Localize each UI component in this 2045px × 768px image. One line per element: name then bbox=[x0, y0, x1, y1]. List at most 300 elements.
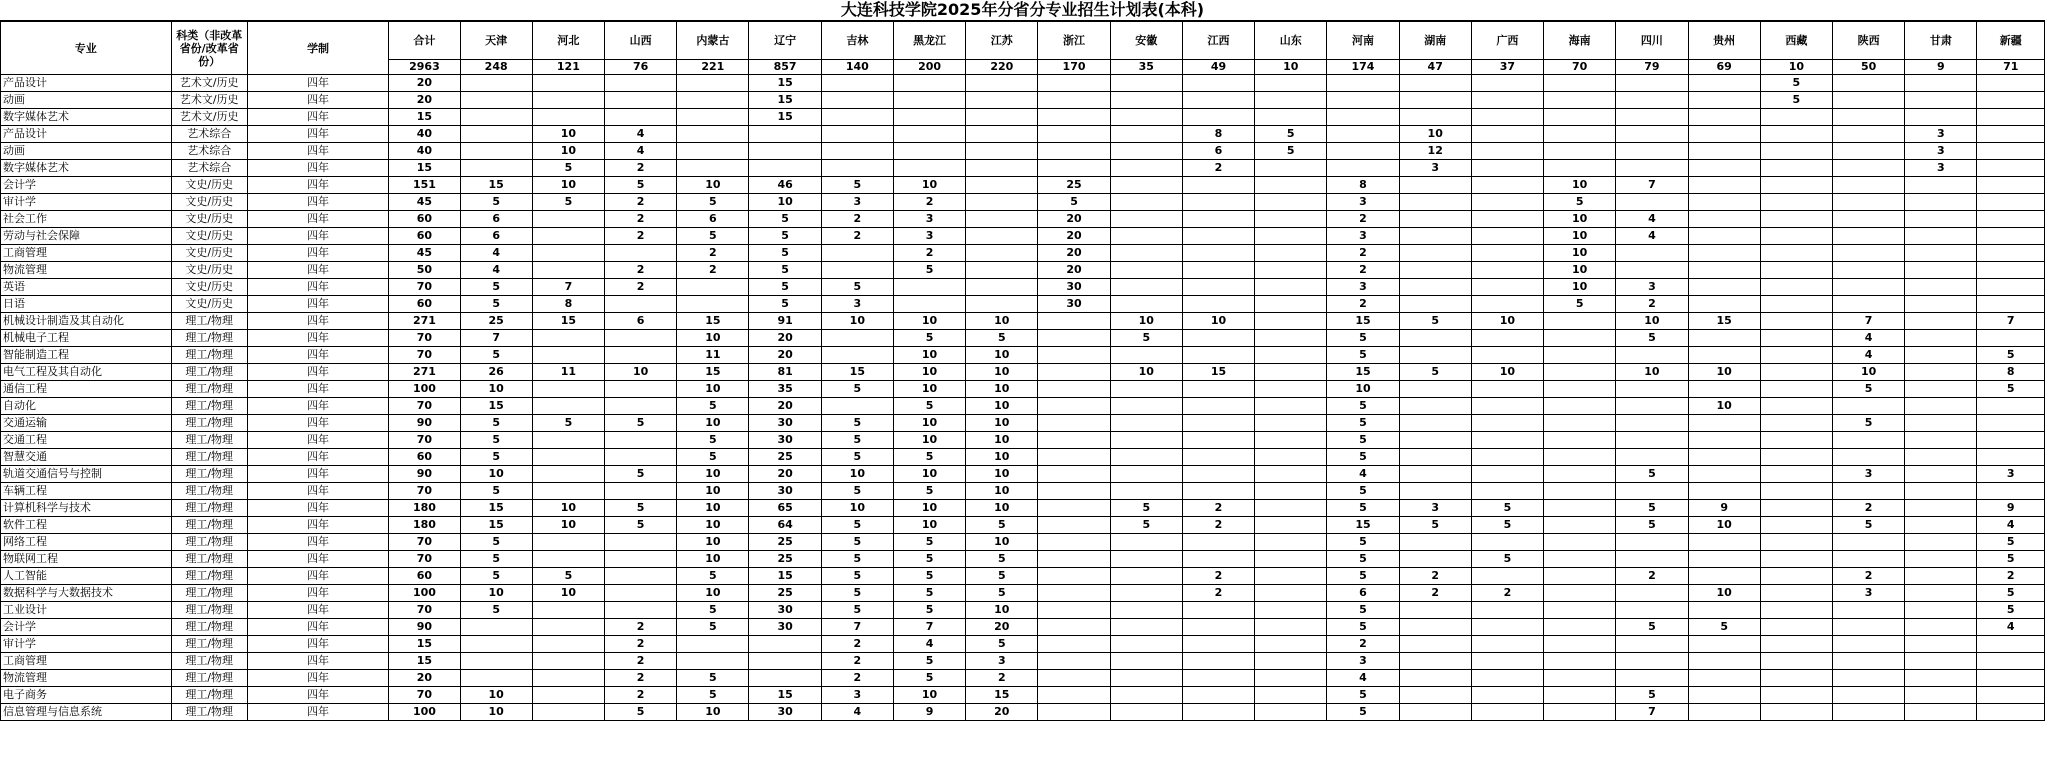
quota-cell bbox=[1471, 262, 1543, 279]
quota-cell: 5 bbox=[1327, 449, 1399, 466]
quota-cell: 3 bbox=[1327, 653, 1399, 670]
quota-cell: 10 bbox=[532, 126, 604, 143]
table-row bbox=[1, 160, 2045, 177]
quota-cell bbox=[1255, 109, 1327, 126]
major-cell: 社会工作 bbox=[1, 211, 172, 228]
quota-cell bbox=[1471, 160, 1543, 177]
duration-cell: 四年 bbox=[247, 194, 388, 211]
quota-cell bbox=[532, 670, 604, 687]
quota-cell bbox=[1399, 551, 1471, 568]
quota-cell: 2 bbox=[605, 636, 677, 653]
quota-cell bbox=[1977, 245, 2045, 262]
quota-cell bbox=[966, 211, 1038, 228]
duration-cell: 四年 bbox=[247, 534, 388, 551]
quota-cell: 2 bbox=[1977, 568, 2045, 585]
quota-cell bbox=[1471, 92, 1543, 109]
quota-cell bbox=[1399, 381, 1471, 398]
category-cell: 理工/物理 bbox=[171, 415, 247, 432]
quota-cell bbox=[1182, 687, 1254, 704]
quota-cell bbox=[1038, 500, 1110, 517]
duration-cell: 四年 bbox=[247, 602, 388, 619]
quota-cell bbox=[605, 109, 677, 126]
quota-cell bbox=[460, 109, 532, 126]
quota-cell bbox=[1977, 653, 2045, 670]
quota-cell bbox=[605, 245, 677, 262]
quota-cell bbox=[1905, 364, 1977, 381]
quota-cell: 5 bbox=[677, 568, 749, 585]
quota-cell bbox=[1833, 296, 1905, 313]
quota-cell bbox=[1616, 432, 1688, 449]
quota-cell bbox=[1544, 364, 1616, 381]
quota-cell bbox=[1110, 381, 1182, 398]
quota-cell bbox=[1182, 704, 1254, 721]
quota-cell: 5 bbox=[1327, 687, 1399, 704]
quota-cell bbox=[1255, 670, 1327, 687]
table-row bbox=[1, 347, 2045, 364]
quota-cell: 10 bbox=[821, 313, 893, 330]
quota-cell: 5 bbox=[1399, 313, 1471, 330]
quota-cell bbox=[1833, 262, 1905, 279]
quota-cell: 10 bbox=[893, 381, 965, 398]
quota-cell bbox=[1399, 534, 1471, 551]
quota-cell bbox=[1471, 194, 1543, 211]
quota-cell: 5 bbox=[1327, 551, 1399, 568]
quota-cell: 5 bbox=[460, 534, 532, 551]
quota-cell: 10 bbox=[966, 483, 1038, 500]
row-total-cell: 60 bbox=[389, 568, 460, 585]
quota-cell bbox=[532, 347, 604, 364]
quota-cell: 5 bbox=[1616, 619, 1688, 636]
province-total: 10 bbox=[1760, 60, 1832, 75]
quota-cell: 2 bbox=[821, 636, 893, 653]
major-cell: 工业设计 bbox=[1, 602, 172, 619]
quota-cell bbox=[1833, 653, 1905, 670]
quota-cell bbox=[1471, 279, 1543, 296]
quota-cell bbox=[1760, 143, 1832, 160]
quota-cell bbox=[1110, 449, 1182, 466]
quota-cell bbox=[1327, 160, 1399, 177]
header-province: 河北 bbox=[532, 22, 604, 60]
quota-cell bbox=[1977, 160, 2045, 177]
quota-cell: 6 bbox=[605, 313, 677, 330]
quota-cell bbox=[1688, 534, 1760, 551]
quota-cell: 5 bbox=[1327, 347, 1399, 364]
quota-cell bbox=[1760, 619, 1832, 636]
quota-cell bbox=[966, 126, 1038, 143]
table-row bbox=[1, 211, 2045, 228]
quota-cell bbox=[1977, 92, 2045, 109]
quota-cell bbox=[1038, 432, 1110, 449]
quota-cell: 5 bbox=[460, 279, 532, 296]
quota-cell: 2 bbox=[1399, 568, 1471, 585]
row-total-cell: 180 bbox=[389, 500, 460, 517]
quota-cell: 4 bbox=[1327, 466, 1399, 483]
quota-cell: 10 bbox=[1110, 313, 1182, 330]
quota-cell bbox=[1255, 432, 1327, 449]
quota-cell bbox=[1760, 670, 1832, 687]
major-cell: 工商管理 bbox=[1, 653, 172, 670]
quota-cell bbox=[1471, 75, 1543, 92]
row-total-cell: 15 bbox=[389, 653, 460, 670]
quota-cell bbox=[1182, 466, 1254, 483]
quota-cell bbox=[1255, 619, 1327, 636]
quota-cell bbox=[1182, 619, 1254, 636]
quota-cell bbox=[605, 449, 677, 466]
quota-cell: 10 bbox=[677, 330, 749, 347]
quota-cell: 10 bbox=[893, 364, 965, 381]
quota-cell bbox=[1544, 500, 1616, 517]
quota-cell bbox=[1688, 194, 1760, 211]
quota-cell: 5 bbox=[893, 602, 965, 619]
province-total: 70 bbox=[1544, 60, 1616, 75]
quota-cell: 15 bbox=[749, 687, 821, 704]
quota-cell bbox=[1399, 602, 1471, 619]
quota-cell: 10 bbox=[1544, 262, 1616, 279]
duration-cell: 四年 bbox=[247, 619, 388, 636]
quota-cell bbox=[821, 262, 893, 279]
quota-cell bbox=[1110, 126, 1182, 143]
province-total: 174 bbox=[1327, 60, 1399, 75]
category-cell: 理工/物理 bbox=[171, 432, 247, 449]
table-row bbox=[1, 109, 2045, 126]
row-total-cell: 40 bbox=[389, 143, 460, 160]
quota-cell: 2 bbox=[677, 245, 749, 262]
quota-cell bbox=[1760, 517, 1832, 534]
province-total: 121 bbox=[532, 60, 604, 75]
quota-cell bbox=[1977, 279, 2045, 296]
quota-cell: 3 bbox=[821, 687, 893, 704]
quota-cell bbox=[1905, 330, 1977, 347]
quota-cell bbox=[1327, 126, 1399, 143]
header-total: 合计 bbox=[389, 22, 460, 60]
quota-cell: 5 bbox=[893, 568, 965, 585]
quota-cell bbox=[1833, 432, 1905, 449]
quota-cell: 4 bbox=[1977, 517, 2045, 534]
quota-cell bbox=[1616, 415, 1688, 432]
row-total-cell: 70 bbox=[389, 602, 460, 619]
quota-cell bbox=[1833, 619, 1905, 636]
quota-cell bbox=[532, 551, 604, 568]
quota-cell: 10 bbox=[821, 466, 893, 483]
quota-cell: 2 bbox=[605, 619, 677, 636]
quota-cell: 2 bbox=[1833, 568, 1905, 585]
quota-cell bbox=[1616, 262, 1688, 279]
quota-cell bbox=[1688, 279, 1760, 296]
quota-cell: 2 bbox=[1616, 568, 1688, 585]
quota-cell: 2 bbox=[1182, 517, 1254, 534]
category-cell: 理工/物理 bbox=[171, 381, 247, 398]
major-cell: 网络工程 bbox=[1, 534, 172, 551]
quota-cell bbox=[1833, 636, 1905, 653]
major-cell: 人工智能 bbox=[1, 568, 172, 585]
quota-cell bbox=[605, 568, 677, 585]
quota-cell bbox=[1182, 636, 1254, 653]
row-total-cell: 271 bbox=[389, 364, 460, 381]
quota-cell: 5 bbox=[1327, 568, 1399, 585]
table-row bbox=[1, 466, 2045, 483]
quota-cell: 5 bbox=[605, 177, 677, 194]
quota-cell bbox=[677, 109, 749, 126]
quota-cell bbox=[1905, 109, 1977, 126]
quota-cell bbox=[1905, 568, 1977, 585]
category-cell: 文史/历史 bbox=[171, 296, 247, 313]
quota-cell bbox=[1905, 313, 1977, 330]
quota-cell bbox=[1616, 109, 1688, 126]
major-cell: 机械电子工程 bbox=[1, 330, 172, 347]
quota-cell bbox=[1905, 704, 1977, 721]
quota-cell: 5 bbox=[1255, 126, 1327, 143]
quota-cell bbox=[1182, 75, 1254, 92]
header-province: 江西 bbox=[1182, 22, 1254, 60]
quota-cell: 5 bbox=[1833, 517, 1905, 534]
quota-cell bbox=[1905, 534, 1977, 551]
quota-cell: 5 bbox=[966, 517, 1038, 534]
quota-cell bbox=[460, 670, 532, 687]
quota-cell bbox=[1038, 551, 1110, 568]
quota-cell: 64 bbox=[749, 517, 821, 534]
quota-cell bbox=[893, 296, 965, 313]
quota-cell: 3 bbox=[1905, 143, 1977, 160]
category-cell: 理工/物理 bbox=[171, 568, 247, 585]
quota-cell bbox=[1038, 687, 1110, 704]
quota-cell bbox=[966, 160, 1038, 177]
header-province: 甘肃 bbox=[1905, 22, 1977, 60]
quota-cell bbox=[1544, 534, 1616, 551]
quota-cell: 4 bbox=[821, 704, 893, 721]
quota-cell: 5 bbox=[677, 670, 749, 687]
duration-cell: 四年 bbox=[247, 517, 388, 534]
header-province: 河南 bbox=[1327, 22, 1399, 60]
quota-cell: 10 bbox=[460, 466, 532, 483]
quota-cell bbox=[1110, 602, 1182, 619]
quota-cell: 5 bbox=[1833, 381, 1905, 398]
quota-cell bbox=[893, 92, 965, 109]
quota-cell bbox=[1833, 126, 1905, 143]
quota-cell bbox=[532, 432, 604, 449]
quota-cell: 2 bbox=[605, 160, 677, 177]
quota-cell bbox=[1688, 126, 1760, 143]
quota-cell bbox=[1110, 160, 1182, 177]
quota-cell bbox=[1544, 585, 1616, 602]
quota-cell bbox=[532, 75, 604, 92]
quota-cell: 15 bbox=[749, 109, 821, 126]
quota-cell: 2 bbox=[1182, 585, 1254, 602]
quota-cell bbox=[966, 92, 1038, 109]
quota-cell: 6 bbox=[460, 228, 532, 245]
quota-cell bbox=[1760, 194, 1832, 211]
quota-cell bbox=[1688, 177, 1760, 194]
quota-cell bbox=[1471, 653, 1543, 670]
quota-cell bbox=[1833, 177, 1905, 194]
quota-cell bbox=[1616, 483, 1688, 500]
header-province: 吉林 bbox=[821, 22, 893, 60]
quota-cell bbox=[1399, 398, 1471, 415]
quota-cell bbox=[677, 143, 749, 160]
quota-cell bbox=[1471, 398, 1543, 415]
table-row bbox=[1, 653, 2045, 670]
quota-cell: 15 bbox=[1327, 517, 1399, 534]
quota-cell bbox=[1760, 262, 1832, 279]
quota-cell bbox=[1760, 432, 1832, 449]
quota-cell bbox=[1760, 364, 1832, 381]
quota-cell: 5 bbox=[1616, 466, 1688, 483]
row-total-cell: 70 bbox=[389, 330, 460, 347]
quota-cell bbox=[749, 126, 821, 143]
quota-cell: 10 bbox=[966, 449, 1038, 466]
quota-cell bbox=[1182, 534, 1254, 551]
quota-cell bbox=[1544, 602, 1616, 619]
table-row bbox=[1, 687, 2045, 704]
table-row bbox=[1, 602, 2045, 619]
row-total-cell: 20 bbox=[389, 92, 460, 109]
quota-cell bbox=[1110, 211, 1182, 228]
quota-cell bbox=[1760, 466, 1832, 483]
quota-cell bbox=[1905, 636, 1977, 653]
quota-cell bbox=[1688, 653, 1760, 670]
province-total: 71 bbox=[1977, 60, 2045, 75]
quota-cell bbox=[1399, 483, 1471, 500]
quota-cell bbox=[1399, 449, 1471, 466]
quota-cell: 5 bbox=[605, 466, 677, 483]
quota-cell bbox=[1616, 602, 1688, 619]
quota-cell bbox=[1760, 449, 1832, 466]
quota-cell bbox=[1760, 653, 1832, 670]
quota-cell bbox=[1255, 466, 1327, 483]
quota-cell: 20 bbox=[749, 330, 821, 347]
row-total-cell: 70 bbox=[389, 279, 460, 296]
quota-cell bbox=[1327, 109, 1399, 126]
quota-cell: 10 bbox=[966, 381, 1038, 398]
quota-cell bbox=[1905, 228, 1977, 245]
quota-cell: 8 bbox=[532, 296, 604, 313]
quota-cell bbox=[1255, 177, 1327, 194]
quota-cell bbox=[1110, 296, 1182, 313]
quota-cell bbox=[1327, 75, 1399, 92]
header-duration: 学制 bbox=[247, 22, 388, 75]
quota-cell: 10 bbox=[1182, 313, 1254, 330]
quota-cell: 10 bbox=[1544, 228, 1616, 245]
quota-cell: 5 bbox=[1327, 398, 1399, 415]
quota-cell: 15 bbox=[966, 687, 1038, 704]
quota-cell bbox=[1255, 313, 1327, 330]
quota-cell: 5 bbox=[893, 398, 965, 415]
quota-cell bbox=[1977, 636, 2045, 653]
quota-cell: 4 bbox=[605, 143, 677, 160]
header-province: 西藏 bbox=[1760, 22, 1832, 60]
quota-cell: 5 bbox=[821, 585, 893, 602]
quota-cell bbox=[1255, 160, 1327, 177]
quota-cell: 2 bbox=[677, 262, 749, 279]
quota-cell bbox=[532, 330, 604, 347]
duration-cell: 四年 bbox=[247, 653, 388, 670]
quota-cell: 15 bbox=[749, 75, 821, 92]
quota-cell bbox=[1038, 619, 1110, 636]
quota-cell bbox=[1255, 381, 1327, 398]
quota-cell: 7 bbox=[1616, 177, 1688, 194]
quota-cell: 5 bbox=[1833, 415, 1905, 432]
quota-cell bbox=[1760, 279, 1832, 296]
quota-cell: 4 bbox=[1616, 228, 1688, 245]
quota-cell: 25 bbox=[1038, 177, 1110, 194]
quota-cell: 10 bbox=[893, 517, 965, 534]
quota-cell bbox=[1182, 194, 1254, 211]
quota-cell: 2 bbox=[821, 228, 893, 245]
quota-cell bbox=[1110, 670, 1182, 687]
quota-cell bbox=[1038, 670, 1110, 687]
duration-cell: 四年 bbox=[247, 211, 388, 228]
quota-cell: 10 bbox=[1833, 364, 1905, 381]
quota-cell bbox=[749, 653, 821, 670]
quota-cell bbox=[749, 636, 821, 653]
quota-cell bbox=[966, 194, 1038, 211]
quota-cell: 5 bbox=[460, 432, 532, 449]
category-cell: 艺术文/历史 bbox=[171, 109, 247, 126]
quota-cell: 5 bbox=[893, 585, 965, 602]
quota-cell bbox=[1471, 449, 1543, 466]
table-row bbox=[1, 177, 2045, 194]
quota-cell bbox=[1688, 381, 1760, 398]
header-category: 科类（非改革省份/改革省份） bbox=[171, 22, 247, 75]
quota-cell bbox=[1399, 211, 1471, 228]
quota-cell: 2 bbox=[821, 211, 893, 228]
quota-cell bbox=[821, 126, 893, 143]
quota-cell bbox=[1110, 415, 1182, 432]
quota-cell bbox=[1688, 670, 1760, 687]
quota-cell: 5 bbox=[749, 296, 821, 313]
major-cell: 电气工程及其自动化 bbox=[1, 364, 172, 381]
quota-cell bbox=[1471, 415, 1543, 432]
quota-cell: 2 bbox=[605, 262, 677, 279]
table-row bbox=[1, 500, 2045, 517]
duration-cell: 四年 bbox=[247, 483, 388, 500]
quota-cell bbox=[1544, 466, 1616, 483]
quota-cell: 10 bbox=[893, 347, 965, 364]
major-cell: 审计学 bbox=[1, 636, 172, 653]
header-province: 内蒙古 bbox=[677, 22, 749, 60]
quota-cell: 5 bbox=[460, 449, 532, 466]
quota-cell bbox=[460, 143, 532, 160]
province-total: 35 bbox=[1110, 60, 1182, 75]
quota-cell bbox=[1688, 687, 1760, 704]
quota-cell: 7 bbox=[1616, 704, 1688, 721]
quota-cell: 5 bbox=[1471, 500, 1543, 517]
table-row bbox=[1, 92, 2045, 109]
quota-cell bbox=[532, 619, 604, 636]
quota-cell: 10 bbox=[677, 415, 749, 432]
quota-cell: 30 bbox=[1038, 296, 1110, 313]
quota-cell bbox=[1760, 228, 1832, 245]
quota-cell bbox=[532, 534, 604, 551]
header-province: 山西 bbox=[605, 22, 677, 60]
quota-cell bbox=[1905, 92, 1977, 109]
quota-cell bbox=[821, 109, 893, 126]
quota-cell: 3 bbox=[1327, 228, 1399, 245]
quota-cell bbox=[1471, 568, 1543, 585]
quota-cell bbox=[677, 75, 749, 92]
quota-cell bbox=[1255, 602, 1327, 619]
quota-cell bbox=[893, 143, 965, 160]
quota-cell: 4 bbox=[1616, 211, 1688, 228]
quota-cell bbox=[1833, 398, 1905, 415]
row-total-cell: 20 bbox=[389, 75, 460, 92]
quota-cell: 4 bbox=[460, 245, 532, 262]
quota-cell bbox=[1399, 109, 1471, 126]
quota-cell bbox=[1110, 347, 1182, 364]
quota-cell bbox=[532, 228, 604, 245]
duration-cell: 四年 bbox=[247, 432, 388, 449]
quota-cell bbox=[1833, 211, 1905, 228]
duration-cell: 四年 bbox=[247, 551, 388, 568]
